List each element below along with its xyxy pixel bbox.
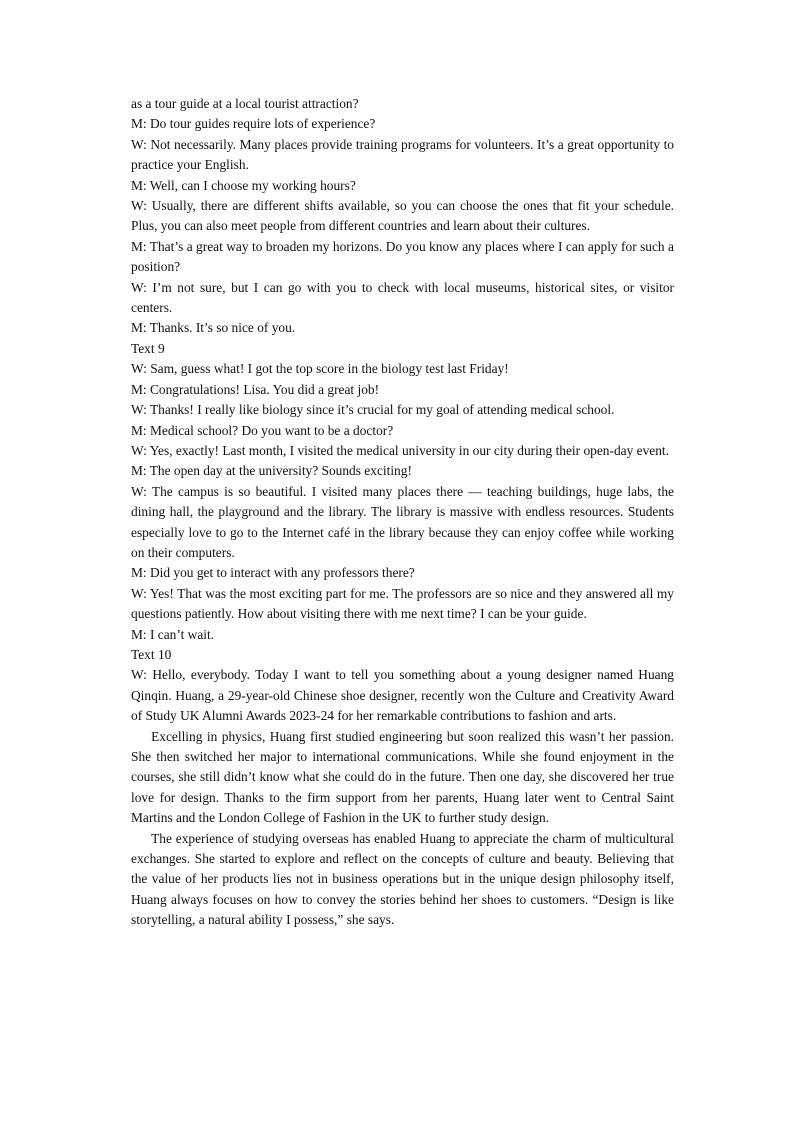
paragraph: The experience of studying overseas has enabled Huang to appreciate the charm of multicultural exchanges. She started to explore and reflect on the concepts of culture and beauty. Believing that the value of her products lies not in business operations but in the unique design philosophy itself, Huang always focuses on how to convey the stories behind her shoes to customers. “Design is like storytelling, a natural ability I possess,” she says. xyxy=(131,830,674,928)
paragraph: W: Yes! That was the most exciting part for me. The professors are so nice and they answered all my questions patiently. How about visiting there with me next time? I can be your guide. xyxy=(131,585,674,622)
paragraph: M: I can’t wait. xyxy=(131,626,215,642)
section-heading-text-9: Text 9 xyxy=(131,340,165,356)
paragraph: W: The campus is so beautiful. I visited many places there — teaching buildings, huge labs, the dining hall, the playground and the library. The library is massive with endless resources. Students especially love to go to the Internet café in the library because they can enjoy coffee while working on their computers. xyxy=(131,483,674,560)
document-body xyxy=(131,94,674,931)
paragraph: W: Not necessarily. Many places provide training programs for volunteers. It’s a great opportunity to practice your English. xyxy=(131,136,674,173)
paragraph: M: Do tour guides require lots of experience? xyxy=(131,116,376,132)
paragraph: M: That’s a great way to broaden my horizons. Do you know any places where I can apply for such a position? xyxy=(131,238,674,275)
paragraph: W: Sam, guess what! I got the top score in the biology test last Friday! xyxy=(131,361,509,377)
paragraph: M: The open day at the university? Sounds exciting! xyxy=(131,463,412,479)
paragraph: Excelling in physics, Huang first studied engineering but soon realized this wasn’t her passion. She then switched her major to international communications. While she found enjoyment in the courses, she still didn’t know what she could do in the future. Then one day, she discovered her true love for design. Thanks to the firm support from her parents, Huang later went to Central Saint Martins and the London College of Fashion in the UK to further study design. xyxy=(131,728,674,826)
paragraph: W: Usually, there are different shifts available, so you can choose the ones that fit your schedule. Plus, you can also meet people from different countries and learn about their cultures. xyxy=(131,198,674,234)
paragraph: M: Well, can I choose my working hours? xyxy=(131,177,356,193)
paragraph: W: Hello, everybody. Today I want to tell you something about a young designer named Huang Qinqin. Huang, a 29-year-old Chinese shoe designer, recently won the Culture and Creativity Award of Study UK Alumni Awards 2023-24 for her remarkable contributions to fashion and arts. xyxy=(131,667,674,724)
paragraph: W: Thanks! I really like biology since it’s crucial for my goal of attending medical school. xyxy=(131,402,615,418)
paragraph: M: Thanks. It’s so nice of you. xyxy=(131,320,296,336)
paragraph: M: Congratulations! Lisa. You did a great job! xyxy=(131,381,380,397)
paragraph: M: Did you get to interact with any professors there? xyxy=(131,565,415,581)
paragraph: W: I’m not sure, but I can go with you to check with local museums, historical sites, or visitor centers. xyxy=(131,279,674,316)
paragraph: as a tour guide at a local tourist attraction? xyxy=(131,96,359,111)
paragraph: W: Yes, exactly! Last month, I visited the medical university in our city during their open-day event. xyxy=(131,442,669,458)
section-heading-text-10: Text 10 xyxy=(131,646,172,662)
paragraph: M: Medical school? Do you want to be a doctor? xyxy=(131,422,394,438)
